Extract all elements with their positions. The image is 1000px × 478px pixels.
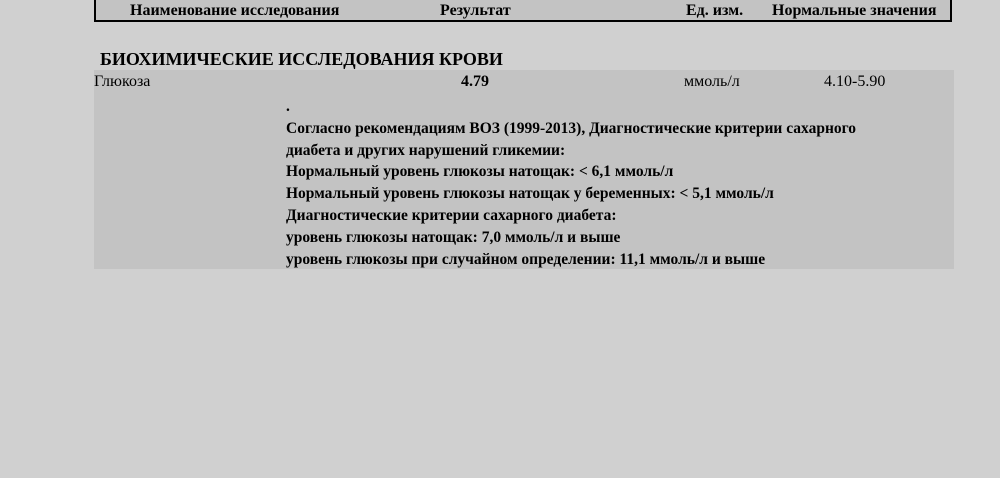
test-unit: ммоль/л xyxy=(684,73,740,90)
test-result: 4.79 xyxy=(461,73,489,90)
comment-line: уровень глюкозы при случайном определении: 11,1 ммоль/л и выше xyxy=(286,250,766,268)
test-norm: 4.10-5.90 xyxy=(824,73,886,90)
comment-line: Нормальный уровень глюкозы натощак: < 6,1 ммоль/л xyxy=(286,163,674,181)
column-header-norm: Нормальные значения xyxy=(772,2,937,19)
comment-line: Согласно рекомендациям ВОЗ (1999-2013), Диагностические критерии сахарного xyxy=(286,119,857,137)
test-comment xyxy=(286,96,856,270)
comment-line: . xyxy=(286,98,290,115)
column-header-result: Результат xyxy=(440,2,511,19)
table-row xyxy=(94,70,954,269)
table-header xyxy=(94,0,952,22)
test-name: Глюкоза xyxy=(94,73,151,90)
comment-line: Нормальный уровень глюкозы натощак у беременных: < 5,1 ммоль/л xyxy=(286,185,774,203)
section-title: БИОХИМИЧЕСКИЕ ИССЛЕДОВАНИЯ КРОВИ xyxy=(100,49,503,69)
comment-line: диабета и других нарушений гликемии: xyxy=(286,141,566,159)
comment-line: Диагностические критерии сахарного диабета: xyxy=(286,206,617,224)
comment-line: уровень глюкозы натощак: 7,0 ммоль/л и выше xyxy=(286,228,621,246)
column-header-name: Наименование исследования xyxy=(130,2,340,19)
column-header-unit: Ед. изм. xyxy=(686,2,744,19)
